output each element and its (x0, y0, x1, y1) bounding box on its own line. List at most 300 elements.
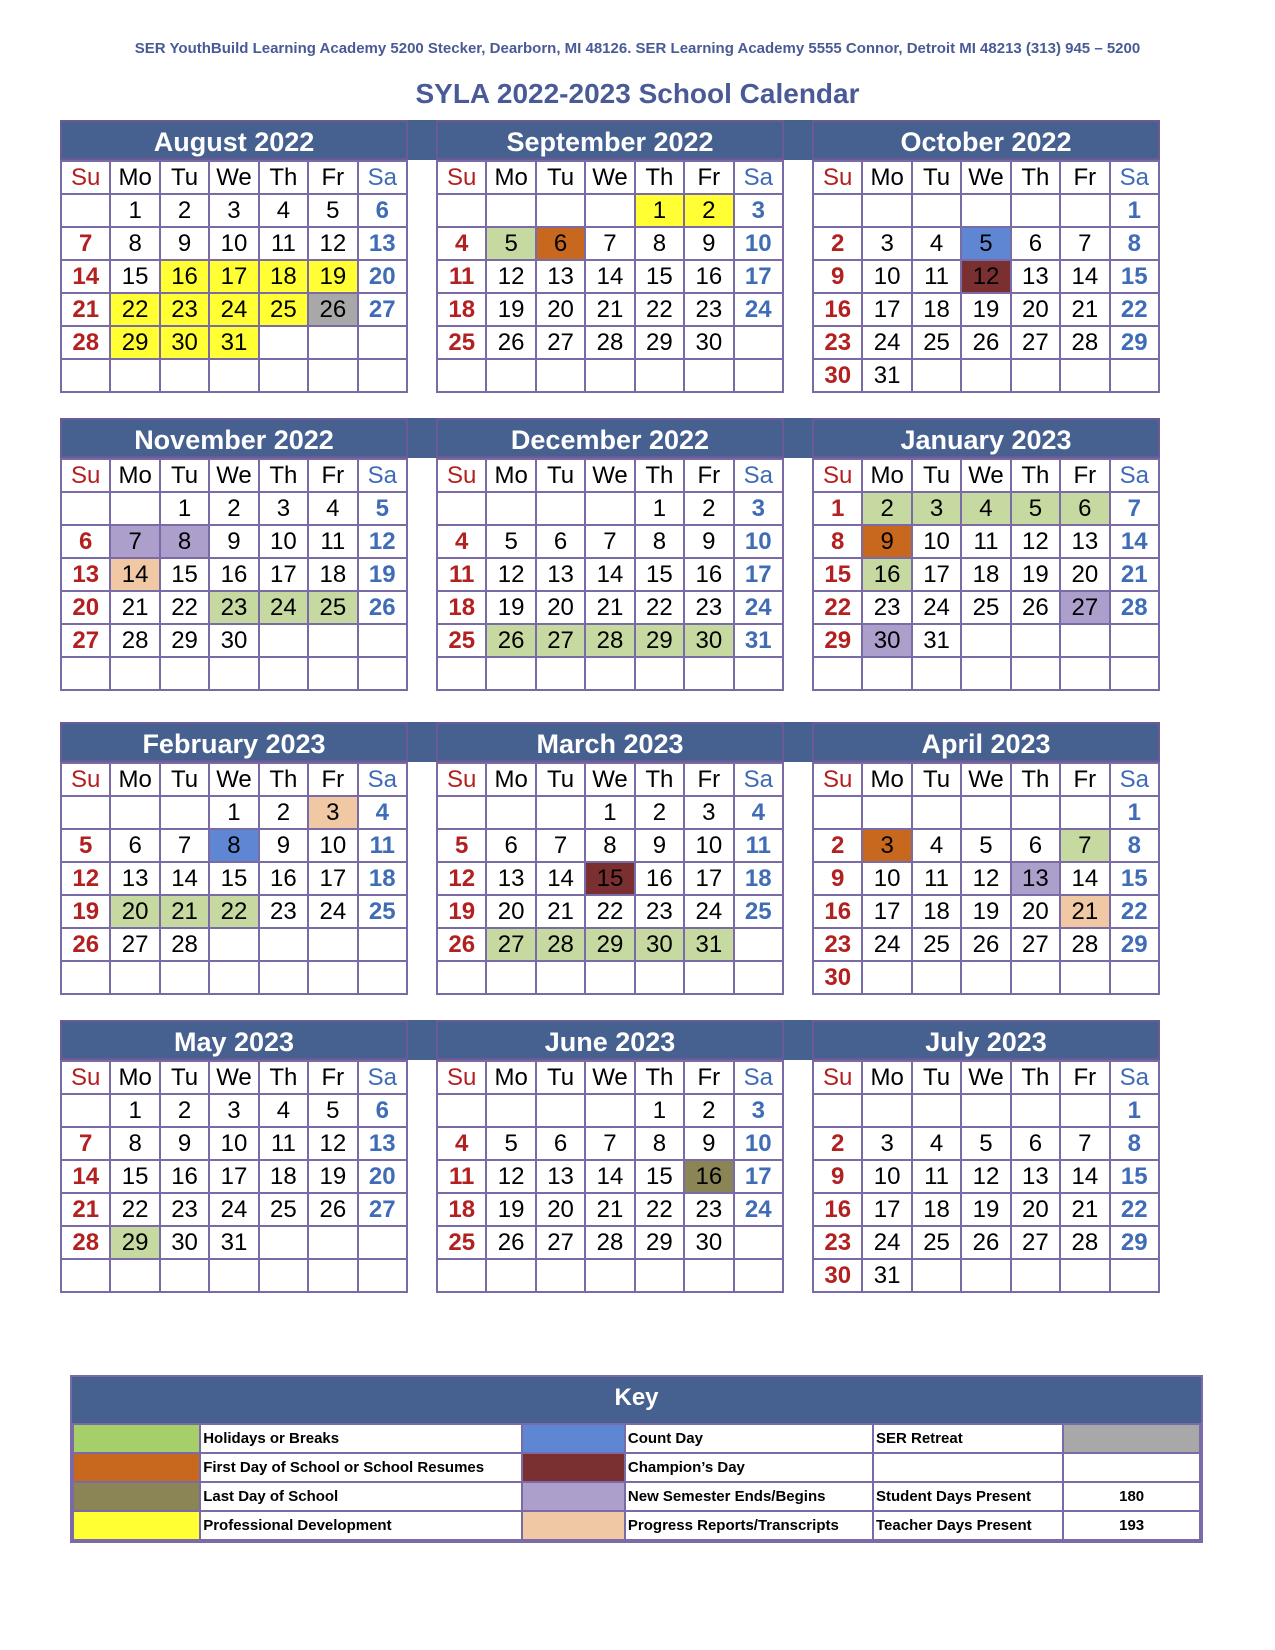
day-cell: 14 (110, 558, 159, 591)
empty-day-cell (259, 624, 308, 657)
day-cell: 17 (734, 1160, 783, 1193)
weekday-header: Tu (160, 1061, 209, 1094)
day-cell: 15 (1110, 1160, 1159, 1193)
empty-day-cell (308, 359, 357, 392)
empty-day-cell (61, 359, 110, 392)
day-cell: 30 (635, 928, 684, 961)
day-cell: 4 (961, 492, 1010, 525)
day-cell: 29 (635, 1226, 684, 1259)
day-cell: 22 (1110, 293, 1159, 326)
day-cell: 18 (308, 558, 357, 591)
weekday-header: Mo (862, 763, 911, 796)
day-cell: 12 (308, 1127, 357, 1160)
day-cell: 9 (160, 227, 209, 260)
weekday-header: Th (259, 161, 308, 194)
weekday-header: Mo (862, 1061, 911, 1094)
empty-day-cell (486, 796, 535, 829)
empty-day-cell (358, 657, 407, 690)
weekday-header: Tu (160, 161, 209, 194)
day-cell: 23 (813, 326, 862, 359)
day-cell: 31 (684, 928, 733, 961)
day-cell: 8 (1110, 227, 1159, 260)
empty-day-cell (536, 492, 585, 525)
empty-day-cell (1011, 796, 1060, 829)
day-cell: 1 (813, 492, 862, 525)
empty-day-cell (813, 1094, 862, 1127)
day-cell: 13 (358, 1127, 407, 1160)
empty-day-cell (912, 657, 961, 690)
day-cell: 16 (684, 558, 733, 591)
weekday-header: We (209, 161, 258, 194)
day-cell: 7 (61, 1127, 110, 1160)
day-cell: 26 (308, 293, 357, 326)
day-cell: 21 (61, 1193, 110, 1226)
month-calendar (60, 418, 408, 691)
empty-day-cell (358, 359, 407, 392)
empty-day-cell (259, 359, 308, 392)
day-cell: 1 (635, 1094, 684, 1127)
day-cell: 26 (486, 624, 535, 657)
empty-day-cell (209, 359, 258, 392)
month-title: July 2023 (812, 1020, 1160, 1060)
empty-day-cell (259, 657, 308, 690)
day-cell: 18 (961, 558, 1010, 591)
day-cell: 11 (358, 829, 407, 862)
day-cell: 12 (961, 862, 1010, 895)
key-row (73, 1453, 1200, 1482)
day-cell: 5 (486, 227, 535, 260)
weekday-header: We (961, 459, 1010, 492)
day-cell: 27 (486, 928, 535, 961)
empty-day-cell (734, 326, 783, 359)
day-cell: 25 (437, 1226, 486, 1259)
empty-day-cell (209, 961, 258, 994)
day-cell: 23 (160, 293, 209, 326)
empty-day-cell (308, 657, 357, 690)
day-cell: 4 (308, 492, 357, 525)
key-title: Key (72, 1377, 1201, 1423)
month-days-table (812, 458, 1160, 691)
day-cell: 7 (536, 829, 585, 862)
key-label: Professional Development (200, 1511, 522, 1540)
empty-day-cell (437, 1094, 486, 1127)
weekday-header: Fr (1060, 763, 1109, 796)
empty-day-cell (1060, 359, 1109, 392)
day-cell: 13 (536, 260, 585, 293)
day-cell: 30 (813, 359, 862, 392)
day-cell: 16 (862, 558, 911, 591)
day-cell: 16 (259, 862, 308, 895)
empty-day-cell (684, 961, 733, 994)
empty-day-cell (259, 1259, 308, 1292)
day-cell: 1 (635, 492, 684, 525)
day-cell: 8 (160, 525, 209, 558)
day-cell: 21 (1110, 558, 1159, 591)
day-cell: 27 (110, 928, 159, 961)
day-cell: 10 (734, 525, 783, 558)
day-cell: 4 (912, 829, 961, 862)
day-cell: 20 (358, 1160, 407, 1193)
day-cell: 3 (209, 194, 258, 227)
day-cell: 26 (1011, 591, 1060, 624)
day-cell: 28 (1060, 928, 1109, 961)
key-label: SER Retreat (873, 1424, 1063, 1453)
empty-day-cell (635, 961, 684, 994)
day-cell: 11 (912, 1160, 961, 1193)
day-cell: 15 (635, 558, 684, 591)
day-cell: 10 (209, 1127, 258, 1160)
weekday-header: Su (437, 763, 486, 796)
day-cell: 9 (635, 829, 684, 862)
empty-day-cell (110, 359, 159, 392)
day-cell: 13 (536, 558, 585, 591)
day-cell: 3 (734, 492, 783, 525)
empty-day-cell (437, 194, 486, 227)
empty-day-cell (734, 657, 783, 690)
empty-day-cell (635, 1259, 684, 1292)
day-cell: 1 (110, 1094, 159, 1127)
empty-day-cell (536, 657, 585, 690)
day-cell: 31 (912, 624, 961, 657)
empty-day-cell (486, 657, 535, 690)
weekday-header: Th (259, 459, 308, 492)
empty-day-cell (536, 1094, 585, 1127)
day-cell: 29 (1110, 928, 1159, 961)
day-cell: 4 (912, 227, 961, 260)
day-cell: 16 (160, 260, 209, 293)
empty-day-cell (358, 928, 407, 961)
weekday-header: We (961, 763, 1010, 796)
day-cell: 29 (585, 928, 634, 961)
weekday-header: Tu (536, 459, 585, 492)
day-cell: 28 (585, 326, 634, 359)
weekday-header: Tu (160, 459, 209, 492)
day-cell: 23 (862, 591, 911, 624)
header-band (784, 1020, 812, 1060)
day-cell: 24 (734, 1193, 783, 1226)
day-cell: 24 (684, 895, 733, 928)
empty-day-cell (862, 961, 911, 994)
day-cell: 25 (734, 895, 783, 928)
month-days-table (60, 762, 408, 995)
weekday-header: We (585, 763, 634, 796)
empty-day-cell (912, 1094, 961, 1127)
day-cell: 2 (259, 796, 308, 829)
day-cell: 11 (912, 260, 961, 293)
empty-day-cell (358, 1226, 407, 1259)
day-cell: 4 (734, 796, 783, 829)
day-cell: 9 (160, 1127, 209, 1160)
day-cell: 21 (160, 895, 209, 928)
empty-day-cell (585, 657, 634, 690)
day-cell: 28 (110, 624, 159, 657)
empty-day-cell (110, 796, 159, 829)
day-cell: 6 (110, 829, 159, 862)
empty-day-cell (585, 194, 634, 227)
day-cell: 25 (358, 895, 407, 928)
empty-day-cell (734, 928, 783, 961)
weekday-header: Fr (684, 459, 733, 492)
empty-day-cell (912, 1259, 961, 1292)
month-days-table (60, 458, 408, 691)
day-cell: 19 (486, 591, 535, 624)
weekday-header: We (209, 763, 258, 796)
day-cell: 6 (1011, 227, 1060, 260)
weekday-header: We (961, 161, 1010, 194)
empty-day-cell (1060, 624, 1109, 657)
day-cell: 19 (1011, 558, 1060, 591)
day-cell: 17 (209, 1160, 258, 1193)
day-cell: 4 (437, 525, 486, 558)
day-cell: 14 (536, 862, 585, 895)
key-color-swatch (73, 1453, 200, 1482)
day-cell: 20 (110, 895, 159, 928)
day-cell: 12 (961, 260, 1010, 293)
day-cell: 5 (308, 194, 357, 227)
day-cell: 14 (1060, 1160, 1109, 1193)
empty-day-cell (813, 796, 862, 829)
day-cell: 11 (437, 1160, 486, 1193)
day-cell: 10 (734, 1127, 783, 1160)
weekday-header: Mo (110, 459, 159, 492)
key-row (73, 1511, 1200, 1540)
day-cell: 19 (437, 895, 486, 928)
day-cell: 17 (734, 260, 783, 293)
header-band (408, 120, 436, 160)
month-days-table (60, 160, 408, 393)
weekday-header: Th (1011, 763, 1060, 796)
day-cell: 18 (259, 260, 308, 293)
day-cell: 23 (813, 1226, 862, 1259)
day-cell: 12 (308, 227, 357, 260)
day-cell: 5 (61, 829, 110, 862)
day-cell: 12 (486, 260, 535, 293)
day-cell: 10 (259, 525, 308, 558)
weekday-header: Fr (1060, 1061, 1109, 1094)
day-cell: 24 (734, 293, 783, 326)
empty-day-cell (61, 961, 110, 994)
day-cell: 25 (308, 591, 357, 624)
weekday-header: Sa (1110, 161, 1159, 194)
day-cell: 19 (61, 895, 110, 928)
day-cell: 22 (635, 293, 684, 326)
empty-day-cell (486, 194, 535, 227)
empty-day-cell (635, 359, 684, 392)
day-cell: 14 (585, 558, 634, 591)
day-cell: 7 (1060, 227, 1109, 260)
key-label: First Day of School or School Resumes (200, 1453, 522, 1482)
month-title: December 2022 (436, 418, 784, 458)
day-cell: 15 (585, 862, 634, 895)
weekday-header: Th (635, 459, 684, 492)
day-cell: 12 (61, 862, 110, 895)
day-cell: 30 (684, 624, 733, 657)
day-cell: 20 (536, 591, 585, 624)
day-cell: 7 (1060, 1127, 1109, 1160)
day-cell: 21 (536, 895, 585, 928)
day-cell: 13 (536, 1160, 585, 1193)
day-cell: 19 (308, 1160, 357, 1193)
day-cell: 1 (1110, 796, 1159, 829)
day-cell: 30 (209, 624, 258, 657)
day-cell: 10 (308, 829, 357, 862)
key-color-swatch (73, 1511, 200, 1540)
weekday-header: Su (813, 1061, 862, 1094)
day-cell: 17 (308, 862, 357, 895)
empty-day-cell (961, 194, 1010, 227)
day-cell: 12 (1011, 525, 1060, 558)
day-cell: 19 (486, 1193, 535, 1226)
empty-day-cell (1060, 961, 1109, 994)
day-cell: 24 (259, 591, 308, 624)
day-cell: 21 (110, 591, 159, 624)
day-cell: 28 (61, 1226, 110, 1259)
day-cell: 16 (813, 1193, 862, 1226)
key-color-swatch (522, 1453, 625, 1482)
day-cell: 3 (684, 796, 733, 829)
empty-day-cell (1060, 796, 1109, 829)
day-cell: 17 (684, 862, 733, 895)
weekday-header: Sa (358, 1061, 407, 1094)
day-cell: 6 (486, 829, 535, 862)
empty-day-cell (734, 961, 783, 994)
day-cell: 11 (259, 227, 308, 260)
day-cell: 5 (961, 829, 1010, 862)
empty-day-cell (961, 624, 1010, 657)
empty-day-cell (259, 326, 308, 359)
day-cell: 6 (536, 1127, 585, 1160)
weekday-header: Fr (308, 1061, 357, 1094)
day-cell: 6 (358, 1094, 407, 1127)
day-cell: 26 (437, 928, 486, 961)
day-cell: 19 (358, 558, 407, 591)
empty-day-cell (1110, 1259, 1159, 1292)
day-cell: 27 (536, 326, 585, 359)
weekday-header: Th (635, 161, 684, 194)
day-cell: 1 (635, 194, 684, 227)
weekday-header: Th (259, 763, 308, 796)
day-cell: 24 (862, 326, 911, 359)
weekday-header: Tu (912, 459, 961, 492)
empty-day-cell (358, 1259, 407, 1292)
day-cell: 2 (635, 796, 684, 829)
empty-day-cell (61, 492, 110, 525)
day-cell: 20 (1011, 1193, 1060, 1226)
empty-day-cell (813, 194, 862, 227)
day-cell: 24 (862, 928, 911, 961)
day-cell: 10 (862, 1160, 911, 1193)
header-band (784, 722, 812, 762)
day-cell: 30 (862, 624, 911, 657)
empty-day-cell (961, 796, 1010, 829)
day-cell: 2 (684, 194, 733, 227)
day-cell: 5 (358, 492, 407, 525)
weekday-header: Sa (358, 763, 407, 796)
empty-day-cell (358, 961, 407, 994)
day-cell: 31 (862, 1259, 911, 1292)
day-cell: 19 (961, 895, 1010, 928)
key-label: Champion’s Day (625, 1453, 873, 1482)
day-cell: 31 (862, 359, 911, 392)
day-cell: 15 (635, 260, 684, 293)
day-cell: 13 (110, 862, 159, 895)
day-cell: 27 (1011, 1226, 1060, 1259)
empty-day-cell (813, 657, 862, 690)
empty-day-cell (585, 1094, 634, 1127)
day-cell: 7 (585, 525, 634, 558)
empty-day-cell (209, 1259, 258, 1292)
day-cell: 22 (160, 591, 209, 624)
empty-day-cell (585, 359, 634, 392)
day-cell: 27 (1011, 326, 1060, 359)
day-cell: 3 (308, 796, 357, 829)
day-cell: 25 (912, 928, 961, 961)
day-cell: 15 (209, 862, 258, 895)
key-label (873, 1453, 1063, 1482)
weekday-header: Th (1011, 161, 1060, 194)
day-cell: 18 (437, 591, 486, 624)
day-cell: 24 (734, 591, 783, 624)
day-cell: 24 (912, 591, 961, 624)
day-cell: 16 (684, 260, 733, 293)
key-table (72, 1423, 1201, 1541)
day-cell: 27 (358, 1193, 407, 1226)
header-band (408, 722, 436, 762)
month-days-table (436, 1060, 784, 1293)
day-cell: 23 (209, 591, 258, 624)
weekday-header: We (209, 459, 258, 492)
empty-day-cell (110, 1259, 159, 1292)
weekday-header: Sa (358, 459, 407, 492)
day-cell: 8 (585, 829, 634, 862)
day-cell: 15 (160, 558, 209, 591)
weekday-header: Su (437, 161, 486, 194)
day-cell: 12 (961, 1160, 1010, 1193)
month-title: May 2023 (60, 1020, 408, 1060)
weekday-header: Fr (1060, 459, 1109, 492)
day-cell: 26 (486, 1226, 535, 1259)
day-cell: 16 (160, 1160, 209, 1193)
day-cell: 25 (912, 326, 961, 359)
weekday-header: Tu (536, 161, 585, 194)
empty-day-cell (110, 657, 159, 690)
day-cell: 22 (635, 1193, 684, 1226)
day-cell: 31 (209, 326, 258, 359)
empty-day-cell (308, 1259, 357, 1292)
day-cell: 27 (1011, 928, 1060, 961)
day-cell: 26 (308, 1193, 357, 1226)
empty-day-cell (209, 928, 258, 961)
day-cell: 10 (684, 829, 733, 862)
day-cell: 16 (209, 558, 258, 591)
weekday-header: Mo (486, 459, 535, 492)
day-cell: 26 (358, 591, 407, 624)
month-title: June 2023 (436, 1020, 784, 1060)
day-cell: 5 (1011, 492, 1060, 525)
key-row (73, 1424, 1200, 1453)
day-cell: 12 (486, 558, 535, 591)
day-cell: 1 (110, 194, 159, 227)
weekday-header: Su (437, 1061, 486, 1094)
empty-day-cell (308, 326, 357, 359)
day-cell: 14 (585, 1160, 634, 1193)
empty-day-cell (961, 961, 1010, 994)
month-title: January 2023 (812, 418, 1160, 458)
day-cell: 7 (1110, 492, 1159, 525)
day-cell: 8 (635, 525, 684, 558)
day-cell: 6 (536, 227, 585, 260)
key-color-swatch (522, 1424, 625, 1453)
